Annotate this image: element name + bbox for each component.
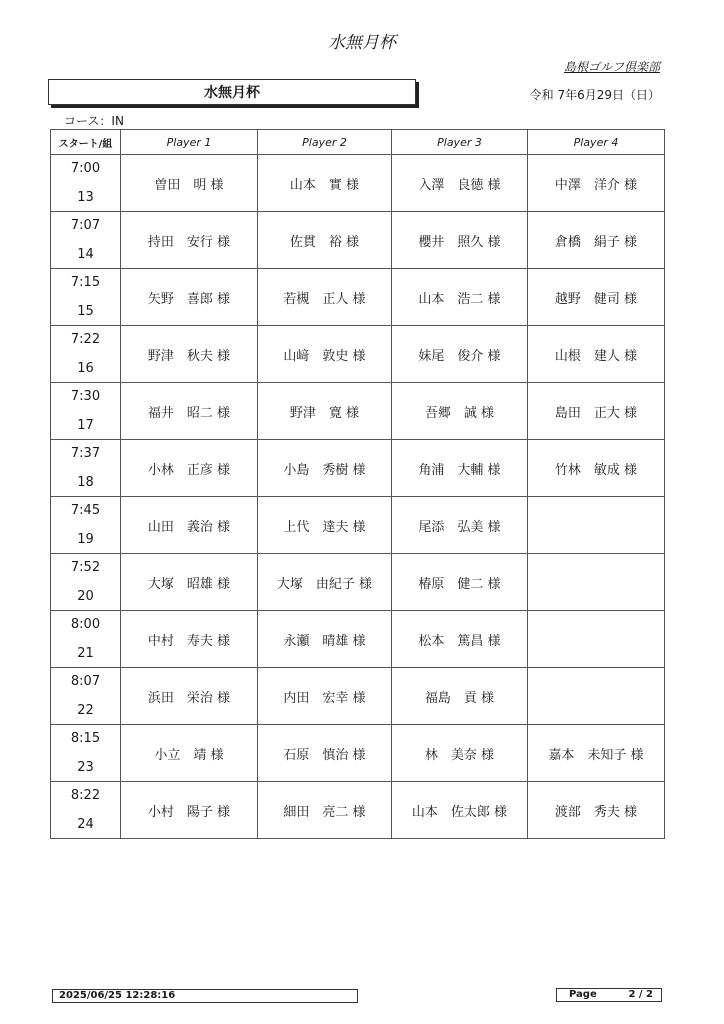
table-row: [51, 383, 665, 440]
player-cell: 倉橋 絹子 様: [528, 212, 665, 269]
player-cell: 山根 建人 様: [528, 326, 665, 383]
table-row: [51, 497, 665, 554]
start-time: 7:30: [70, 389, 101, 404]
start-cell: [51, 269, 121, 326]
start-cell: [51, 668, 121, 725]
player-cell: 中澤 洋介 様: [528, 155, 665, 212]
table-row: [51, 668, 665, 725]
start-time: 8:15: [70, 731, 101, 746]
start-time: 8:07: [70, 674, 101, 689]
start-time: 8:22: [70, 788, 101, 803]
table-row: [51, 269, 665, 326]
player-cell: 永瀬 晴雄 様: [258, 611, 392, 668]
player-cell: 小村 陽子 様: [121, 782, 258, 839]
player-cell: 福井 昭二 様: [121, 383, 258, 440]
table-row: [51, 155, 665, 212]
page-number: 2 / 2: [628, 989, 653, 1000]
player-cell: 入澤 良徳 様: [392, 155, 528, 212]
start-cell: [51, 155, 121, 212]
player-cell: 小立 靖 様: [121, 725, 258, 782]
player-cell: 野津 秋夫 様: [121, 326, 258, 383]
column-header-player-4: Player 4: [528, 130, 665, 155]
player-cell: 中村 寿夫 様: [121, 611, 258, 668]
start-cell: [51, 725, 121, 782]
page-indicator: [556, 988, 662, 1002]
player-cell: [528, 611, 665, 668]
player-cell: 内田 宏幸 様: [258, 668, 392, 725]
player-cell: 曽田 明 様: [121, 155, 258, 212]
table-row: [51, 212, 665, 269]
player-cell: 山本 佐太郎 様: [392, 782, 528, 839]
player-cell: 若槻 正人 様: [258, 269, 392, 326]
start-time: 7:52: [70, 560, 101, 575]
group-number: 20: [77, 589, 94, 604]
start-cell: [51, 212, 121, 269]
player-cell: 島田 正大 様: [528, 383, 665, 440]
player-cell: 福島 貢 様: [392, 668, 528, 725]
player-cell: [528, 554, 665, 611]
start-time: 8:00: [70, 617, 101, 632]
player-cell: 小林 正彦 様: [121, 440, 258, 497]
player-cell: 櫻井 照久 様: [392, 212, 528, 269]
print-timestamp: 2025/06/25 12:28:16: [52, 989, 358, 1003]
group-number: 17: [77, 418, 94, 433]
player-cell: 野津 寛 様: [258, 383, 392, 440]
start-time: 7:07: [70, 218, 101, 233]
start-cell: [51, 497, 121, 554]
player-cell: 矢野 喜郎 様: [121, 269, 258, 326]
table-row: [51, 440, 665, 497]
start-cell: [51, 611, 121, 668]
player-cell: 吾郷 誠 様: [392, 383, 528, 440]
player-cell: [528, 497, 665, 554]
group-number: 15: [77, 304, 94, 319]
table-row: [51, 554, 665, 611]
player-cell: 石原 慎治 様: [258, 725, 392, 782]
player-cell: 持田 安行 様: [121, 212, 258, 269]
start-time: 7:45: [70, 503, 101, 518]
group-number: 18: [77, 475, 94, 490]
player-cell: 松本 篤昌 様: [392, 611, 528, 668]
page-label: Page: [569, 989, 597, 1000]
group-number: 14: [77, 247, 94, 262]
player-cell: 林 美奈 様: [392, 725, 528, 782]
player-cell: 渡部 秀夫 様: [528, 782, 665, 839]
player-cell: 山﨑 敦史 様: [258, 326, 392, 383]
player-cell: 山本 實 様: [258, 155, 392, 212]
player-cell: 小島 秀樹 様: [258, 440, 392, 497]
column-header-player-2: Player 2: [258, 130, 392, 155]
group-number: 19: [77, 532, 94, 547]
player-cell: 尾添 弘美 様: [392, 497, 528, 554]
player-cell: 椿原 健二 様: [392, 554, 528, 611]
player-cell: [528, 668, 665, 725]
start-cell: [51, 326, 121, 383]
player-cell: 大塚 昭雄 様: [121, 554, 258, 611]
player-cell: 嘉本 未知子 様: [528, 725, 665, 782]
club-name: 島根ゴルフ倶楽部: [563, 60, 660, 74]
group-number: 22: [77, 703, 94, 718]
start-time: 7:00: [70, 161, 101, 176]
group-number: 13: [77, 190, 94, 205]
start-schedule-table: [50, 129, 665, 839]
group-number: 21: [77, 646, 94, 661]
start-cell: [51, 782, 121, 839]
table-row: [51, 725, 665, 782]
player-cell: 細田 亮二 様: [258, 782, 392, 839]
event-name-box: [48, 79, 416, 105]
start-cell: [51, 383, 121, 440]
table-header-row: [51, 130, 665, 155]
player-cell: 山本 浩二 様: [392, 269, 528, 326]
player-cell: 角浦 大輔 様: [392, 440, 528, 497]
player-cell: 上代 達夫 様: [258, 497, 392, 554]
start-time: 7:37: [70, 446, 101, 461]
event-name: 水無月杯: [204, 85, 260, 101]
column-header-player-1: Player 1: [121, 130, 258, 155]
start-time: 7:15: [70, 275, 101, 290]
player-cell: 妹尾 俊介 様: [392, 326, 528, 383]
column-header-start: スタート/組: [51, 130, 121, 155]
player-cell: 越野 健司 様: [528, 269, 665, 326]
event-date: 令和 7年6月29日（日）: [529, 88, 660, 102]
column-header-player-3: Player 3: [392, 130, 528, 155]
group-number: 24: [77, 817, 94, 832]
start-time: 7:22: [70, 332, 101, 347]
table-row: [51, 326, 665, 383]
start-cell: [51, 554, 121, 611]
group-number: 16: [77, 361, 94, 376]
table-row: [51, 611, 665, 668]
course-label: コース：IN: [64, 114, 124, 128]
start-cell: [51, 440, 121, 497]
table-row: [51, 782, 665, 839]
player-cell: 竹林 敏成 様: [528, 440, 665, 497]
player-cell: 大塚 由紀子 様: [258, 554, 392, 611]
group-number: 23: [77, 760, 94, 775]
player-cell: 山田 義治 様: [121, 497, 258, 554]
player-cell: 佐貫 裕 様: [258, 212, 392, 269]
player-cell: 浜田 栄治 様: [121, 668, 258, 725]
document-title: 水無月杯: [328, 33, 396, 53]
